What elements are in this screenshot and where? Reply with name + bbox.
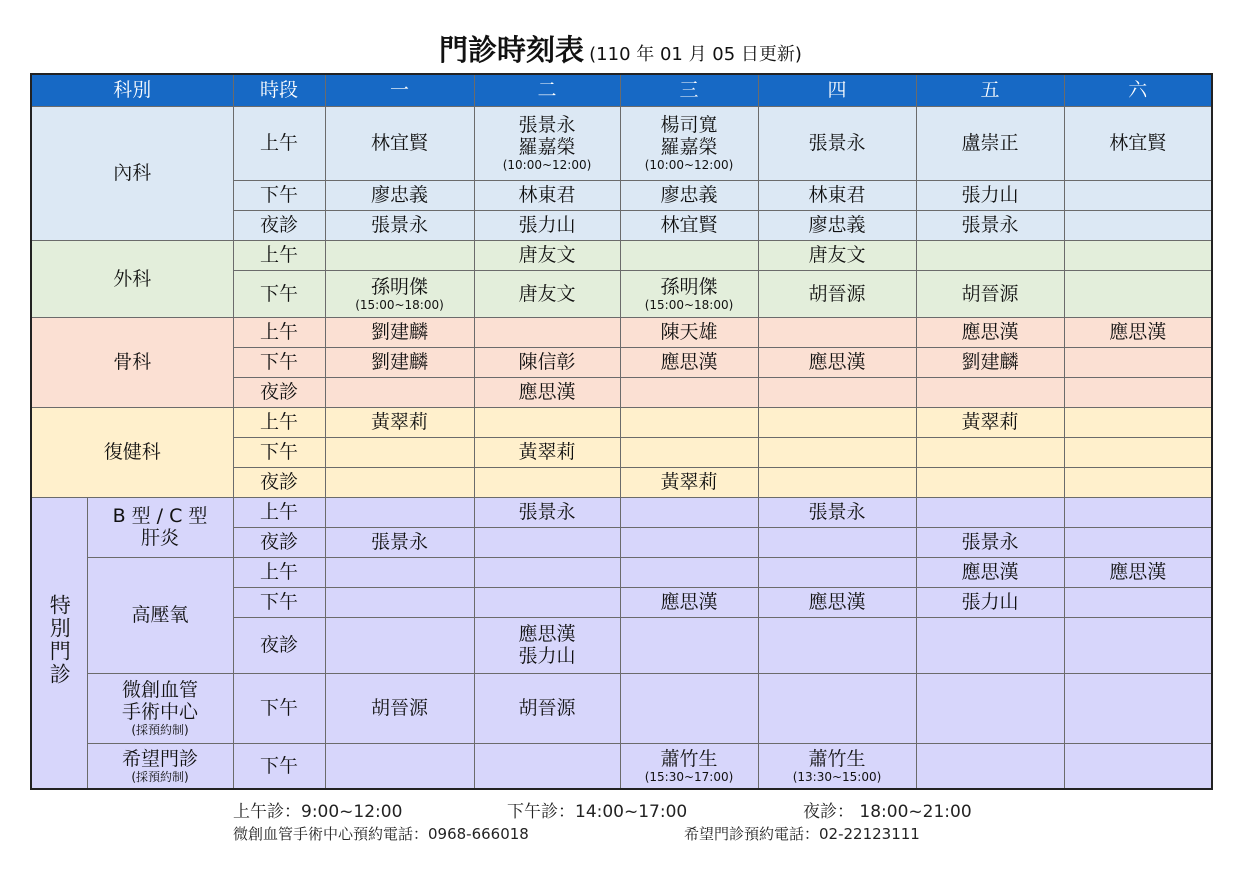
doctor-name: 盧崇正 bbox=[961, 132, 1019, 154]
doctor-cell bbox=[1064, 180, 1212, 210]
header-row bbox=[31, 74, 1212, 106]
doctor-cell bbox=[474, 317, 620, 347]
doctor-cell bbox=[474, 557, 620, 587]
period-cell: 下午 bbox=[233, 347, 325, 377]
period-cell: 上午 bbox=[233, 407, 325, 437]
period-cell: 上午 bbox=[233, 106, 325, 180]
pm-hours: 下午診：14:00~17:00 bbox=[507, 802, 688, 822]
doctor-cell bbox=[474, 270, 620, 317]
doctor-cell bbox=[474, 527, 620, 557]
doctor-cell bbox=[620, 270, 758, 317]
doctor-cell bbox=[758, 240, 916, 270]
table-row bbox=[31, 407, 1212, 437]
header-period: 時段 bbox=[233, 74, 325, 106]
doctor-cell bbox=[916, 437, 1064, 467]
time-note: (15:00~18:00) bbox=[644, 297, 734, 312]
doctor-cell bbox=[325, 743, 474, 789]
doctor-name: 胡晉源 bbox=[808, 282, 866, 305]
doctor-name: 應思漢 bbox=[660, 591, 718, 613]
table-row bbox=[31, 557, 1212, 587]
doctor-cell bbox=[916, 407, 1064, 437]
doctor-cell bbox=[1064, 437, 1212, 467]
doctor-name: 張力山 bbox=[961, 591, 1019, 613]
doctor-cell bbox=[474, 467, 620, 497]
doctor-cell bbox=[474, 617, 620, 673]
doctor-name: 唐友文 bbox=[518, 244, 576, 266]
doctor-cell bbox=[325, 527, 474, 557]
doctor-cell bbox=[1064, 497, 1212, 527]
period-cell: 夜診 bbox=[233, 527, 325, 557]
time-note: (15:30~17:00) bbox=[644, 769, 734, 784]
doctor-cell bbox=[620, 240, 758, 270]
header-day: 四 bbox=[758, 74, 916, 106]
doctor-cell bbox=[758, 467, 916, 497]
doctor-cell bbox=[474, 106, 620, 180]
doctor-cell bbox=[620, 347, 758, 377]
dept-vascular bbox=[87, 673, 233, 743]
doctor-cell bbox=[758, 106, 916, 180]
doctor-cell bbox=[620, 437, 758, 467]
vascular-phone: 微創血管手術中心預約電話：0968-666018 bbox=[233, 825, 529, 843]
doctor-name: 林東君 bbox=[808, 184, 866, 206]
period-cell: 下午 bbox=[233, 180, 325, 210]
period-cell: 上午 bbox=[233, 497, 325, 527]
doctor-cell bbox=[758, 617, 916, 673]
doctor-name: 胡晉源 bbox=[370, 697, 428, 719]
header-day: 二 bbox=[474, 74, 620, 106]
page-title bbox=[0, 28, 1241, 69]
doctor-cell bbox=[916, 467, 1064, 497]
dept-hope-label: 希望門診 bbox=[121, 747, 198, 770]
time-note: (10:00~12:00) bbox=[502, 158, 592, 172]
doctor-name: 林宜賢 bbox=[370, 132, 428, 154]
doctor-name: 張景永 bbox=[370, 531, 428, 553]
doctor-cell bbox=[916, 210, 1064, 240]
doctor-name: 林宜賢 bbox=[660, 214, 718, 236]
doctor-cell bbox=[325, 407, 474, 437]
doctor-name: 胡晉源 bbox=[961, 282, 1019, 305]
doctor-cell bbox=[916, 347, 1064, 377]
doctor-cell bbox=[325, 240, 474, 270]
doctor-cell bbox=[474, 437, 620, 467]
doctor-cell bbox=[325, 673, 474, 743]
doctor-cell bbox=[1064, 527, 1212, 557]
doctor-name: 應思漢 bbox=[1109, 321, 1167, 343]
doctor-cell bbox=[1064, 743, 1212, 789]
doctor-cell bbox=[325, 617, 474, 673]
doctor-cell bbox=[758, 407, 916, 437]
doctor-cell bbox=[620, 587, 758, 617]
doctor-cell bbox=[758, 317, 916, 347]
doctor-cell bbox=[325, 377, 474, 407]
doctor-name: 張景永 bbox=[808, 132, 866, 154]
doctor-name: 劉建麟 bbox=[370, 351, 428, 373]
doctor-cell bbox=[325, 467, 474, 497]
table-row bbox=[31, 317, 1212, 347]
doctor-cell bbox=[1064, 587, 1212, 617]
doctor-cell bbox=[474, 377, 620, 407]
doctor-cell bbox=[916, 497, 1064, 527]
doctor-name: 林宜賢 bbox=[1109, 132, 1167, 154]
night-hours: 夜診： 18:00~21:00 bbox=[803, 802, 972, 822]
doctor-cell bbox=[474, 210, 620, 240]
header-dept: 科別 bbox=[31, 74, 233, 106]
doctor-cell bbox=[758, 497, 916, 527]
doctor-name: 蕭竹生 bbox=[808, 747, 866, 770]
doctor-cell bbox=[325, 347, 474, 377]
table-row bbox=[31, 673, 1212, 743]
doctor-cell bbox=[1064, 347, 1212, 377]
doctor-cell bbox=[758, 377, 916, 407]
doctor-cell bbox=[325, 437, 474, 467]
doctor-cell bbox=[620, 317, 758, 347]
header-day: 一 bbox=[325, 74, 474, 106]
doctor-name: 黃翠莉 bbox=[660, 471, 718, 493]
doctor-cell bbox=[620, 617, 758, 673]
period-cell: 上午 bbox=[233, 240, 325, 270]
doctor-cell bbox=[758, 743, 916, 789]
doctor-name: 孫明傑 bbox=[370, 275, 428, 298]
doctor-name: 應思漢 bbox=[808, 351, 866, 373]
table-row bbox=[31, 106, 1212, 180]
doctor-name: 劉建麟 bbox=[961, 351, 1019, 373]
doctor-cell bbox=[916, 377, 1064, 407]
doctor-name: 張景永 羅嘉榮 bbox=[518, 114, 576, 158]
doctor-name: 楊司寬 羅嘉榮 bbox=[660, 114, 718, 158]
title-update-date: (110 年 01 月 05 日更新) bbox=[589, 44, 802, 65]
doctor-name: 張景永 bbox=[370, 214, 428, 236]
time-note: (10:00~12:00) bbox=[644, 158, 734, 172]
dept-internal: 內科 bbox=[31, 106, 233, 240]
doctor-cell bbox=[325, 270, 474, 317]
table-row bbox=[31, 497, 1212, 527]
period-cell: 夜診 bbox=[233, 377, 325, 407]
doctor-cell bbox=[325, 106, 474, 180]
doctor-cell bbox=[1064, 210, 1212, 240]
doctor-cell bbox=[758, 270, 916, 317]
doctor-name: 應思漢 bbox=[518, 381, 576, 403]
doctor-cell bbox=[1064, 317, 1212, 347]
doctor-name: 張景永 bbox=[808, 501, 866, 523]
header-day: 六 bbox=[1064, 74, 1212, 106]
doctor-cell bbox=[916, 527, 1064, 557]
doctor-cell bbox=[916, 587, 1064, 617]
doctor-name: 張力山 bbox=[518, 214, 576, 236]
doctor-cell bbox=[620, 407, 758, 437]
period-cell: 下午 bbox=[233, 743, 325, 789]
dept-hepatitis-label: B 型 / C 型肝炎 bbox=[112, 505, 208, 549]
doctor-cell bbox=[916, 240, 1064, 270]
doctor-cell bbox=[620, 210, 758, 240]
doctor-name: 蕭竹生 bbox=[660, 747, 718, 770]
hope-phone: 希望門診預約電話：02-22123111 bbox=[684, 825, 920, 843]
doctor-name: 應思漢 bbox=[961, 321, 1019, 343]
doctor-name: 劉建麟 bbox=[370, 321, 428, 343]
period-cell: 下午 bbox=[233, 673, 325, 743]
period-cell: 上午 bbox=[233, 317, 325, 347]
doctor-cell bbox=[620, 497, 758, 527]
dept-rehab: 復健科 bbox=[31, 407, 233, 497]
am-hours: 上午診：9:00~12:00 bbox=[233, 802, 403, 822]
period-cell: 夜診 bbox=[233, 617, 325, 673]
schedule-table bbox=[30, 73, 1213, 790]
doctor-name: 張力山 bbox=[961, 184, 1019, 206]
doctor-cell bbox=[1064, 617, 1212, 673]
doctor-cell bbox=[620, 467, 758, 497]
doctor-cell bbox=[758, 557, 916, 587]
doctor-cell bbox=[1064, 467, 1212, 497]
doctor-cell bbox=[758, 180, 916, 210]
doctor-name: 黃翠莉 bbox=[961, 411, 1019, 433]
dept-special bbox=[31, 497, 87, 789]
doctor-name: 廖忠義 bbox=[660, 184, 718, 206]
doctor-cell bbox=[1064, 407, 1212, 437]
doctor-name: 應思漢 bbox=[961, 561, 1019, 583]
doctor-name: 黃翠莉 bbox=[518, 441, 576, 463]
doctor-cell bbox=[1064, 240, 1212, 270]
doctor-cell bbox=[916, 106, 1064, 180]
doctor-name: 應思漢 bbox=[660, 351, 718, 373]
doctor-cell bbox=[620, 527, 758, 557]
doctor-cell bbox=[620, 557, 758, 587]
period-cell: 下午 bbox=[233, 587, 325, 617]
period-cell: 下午 bbox=[233, 270, 325, 317]
doctor-name: 張景永 bbox=[961, 214, 1019, 236]
dept-vascular-note: (採預約制) bbox=[131, 723, 189, 737]
dept-special-label: 特別門診 bbox=[47, 594, 72, 687]
doctor-name: 胡晉源 bbox=[518, 697, 576, 719]
doctor-cell bbox=[1064, 673, 1212, 743]
doctor-cell bbox=[474, 743, 620, 789]
dept-hope-note: (採預約制) bbox=[131, 769, 189, 784]
doctor-cell bbox=[758, 587, 916, 617]
doctor-cell bbox=[620, 377, 758, 407]
doctor-cell bbox=[474, 240, 620, 270]
dept-vascular-label: 微創血管手術中心 bbox=[121, 679, 198, 723]
doctor-cell bbox=[916, 317, 1064, 347]
doctor-cell bbox=[916, 270, 1064, 317]
doctor-cell bbox=[474, 180, 620, 210]
doctor-name: 陳信彰 bbox=[518, 351, 576, 373]
doctor-cell bbox=[620, 106, 758, 180]
doctor-cell bbox=[620, 180, 758, 210]
doctor-cell bbox=[1064, 557, 1212, 587]
doctor-cell bbox=[325, 557, 474, 587]
dept-ortho: 骨科 bbox=[31, 317, 233, 407]
doctor-name: 陳天雄 bbox=[660, 321, 718, 343]
title-main: 門診時刻表 bbox=[439, 33, 585, 67]
dept-hepatitis bbox=[87, 497, 233, 557]
header-day: 三 bbox=[620, 74, 758, 106]
period-cell: 上午 bbox=[233, 557, 325, 587]
doctor-cell bbox=[916, 180, 1064, 210]
doctor-cell bbox=[1064, 270, 1212, 317]
doctor-cell bbox=[620, 673, 758, 743]
doctor-cell bbox=[916, 743, 1064, 789]
doctor-cell bbox=[758, 673, 916, 743]
dept-hope bbox=[87, 743, 233, 789]
doctor-cell bbox=[325, 210, 474, 240]
doctor-name: 廖忠義 bbox=[370, 184, 428, 206]
doctor-cell bbox=[325, 180, 474, 210]
doctor-cell bbox=[758, 437, 916, 467]
doctor-cell bbox=[916, 617, 1064, 673]
period-cell: 夜診 bbox=[233, 467, 325, 497]
period-cell: 夜診 bbox=[233, 210, 325, 240]
doctor-cell bbox=[325, 317, 474, 347]
doctor-cell bbox=[758, 527, 916, 557]
doctor-name: 唐友文 bbox=[808, 244, 866, 266]
dept-surgery: 外科 bbox=[31, 240, 233, 317]
doctor-cell bbox=[474, 347, 620, 377]
time-note: (15:00~18:00) bbox=[355, 297, 444, 312]
doctor-cell bbox=[916, 673, 1064, 743]
doctor-name: 應思漢 張力山 bbox=[518, 623, 576, 667]
doctor-name: 林東君 bbox=[518, 184, 576, 206]
doctor-cell bbox=[325, 587, 474, 617]
doctor-cell bbox=[474, 673, 620, 743]
doctor-cell bbox=[758, 347, 916, 377]
doctor-name: 黃翠莉 bbox=[370, 411, 428, 433]
doctor-cell bbox=[474, 497, 620, 527]
doctor-name: 張景永 bbox=[518, 501, 576, 523]
doctor-cell bbox=[1064, 106, 1212, 180]
doctor-name: 張景永 bbox=[961, 531, 1019, 553]
doctor-name: 孫明傑 bbox=[660, 275, 718, 298]
doctor-cell bbox=[916, 557, 1064, 587]
table-row bbox=[31, 743, 1212, 789]
doctor-cell bbox=[474, 587, 620, 617]
doctor-name: 廖忠義 bbox=[808, 214, 866, 236]
doctor-cell bbox=[620, 743, 758, 789]
dept-hypertension: 高壓氧 bbox=[87, 557, 233, 673]
table-row bbox=[31, 240, 1212, 270]
doctor-name: 應思漢 bbox=[808, 591, 866, 613]
doctor-cell bbox=[474, 407, 620, 437]
header-day: 五 bbox=[916, 74, 1064, 106]
doctor-name: 應思漢 bbox=[1109, 561, 1167, 583]
doctor-cell bbox=[325, 497, 474, 527]
period-cell: 下午 bbox=[233, 437, 325, 467]
time-note: (13:30~15:00) bbox=[792, 769, 882, 784]
doctor-cell bbox=[758, 210, 916, 240]
doctor-name: 唐友文 bbox=[518, 282, 576, 305]
doctor-cell bbox=[1064, 377, 1212, 407]
